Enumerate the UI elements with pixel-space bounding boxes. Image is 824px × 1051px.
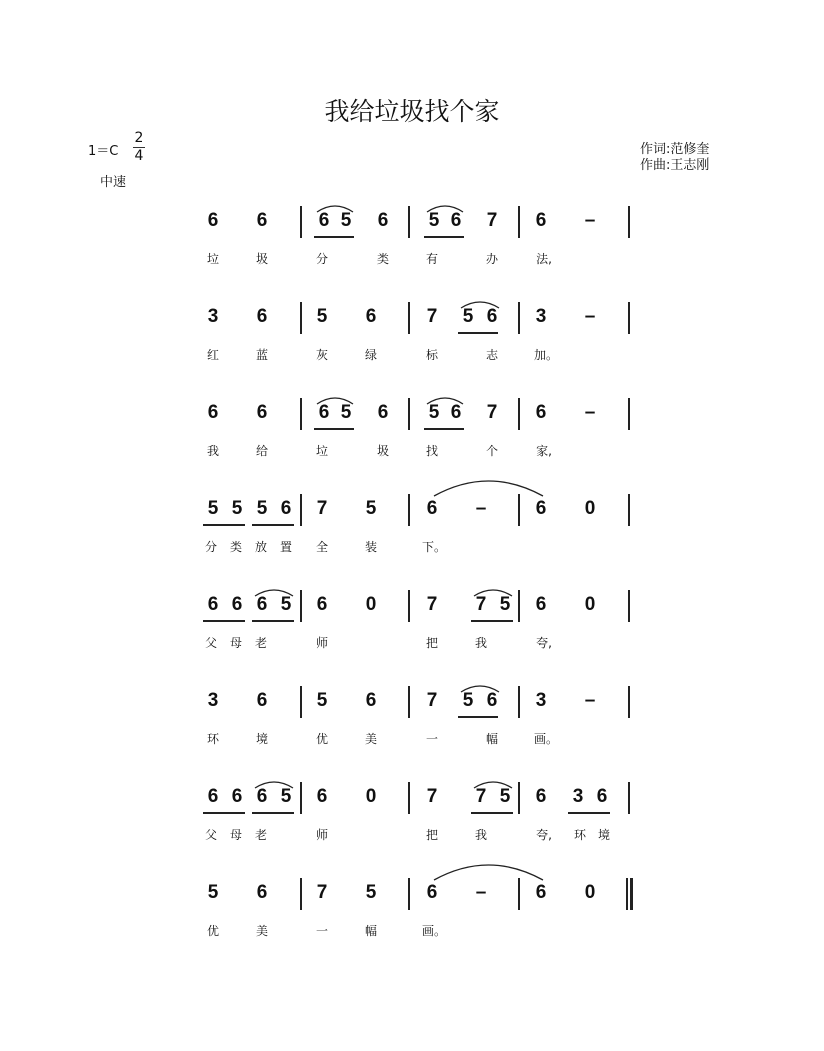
- note: 6: [280, 498, 292, 519]
- lyric-char: 红: [206, 348, 219, 362]
- note: 6: [256, 210, 268, 231]
- note: 5: [499, 594, 511, 615]
- note: 6: [256, 882, 268, 903]
- barline: [628, 206, 630, 238]
- lyric-char: 优: [206, 924, 219, 938]
- barline: [300, 398, 302, 430]
- beam-underline: [424, 236, 464, 238]
- final-barline: [630, 878, 633, 910]
- note: 0: [584, 882, 596, 903]
- lyric-char: 圾: [376, 444, 389, 458]
- composer-credit: 作曲:王志刚: [640, 158, 710, 173]
- key-signature: 1＝C: [88, 144, 119, 159]
- note: 6: [256, 402, 268, 423]
- lyric-char: 师: [315, 636, 328, 650]
- barline: [408, 302, 410, 334]
- beam-underline: [252, 812, 294, 814]
- barline: [300, 782, 302, 814]
- barline: [408, 782, 410, 814]
- song-title: 我给垃圾找个家: [324, 97, 500, 126]
- note: 5: [499, 786, 511, 807]
- lyric-char: 分: [204, 540, 217, 554]
- note: 6: [535, 498, 547, 519]
- note: 5: [428, 210, 440, 231]
- lyric-char: 美: [255, 924, 268, 938]
- tie-arc: [434, 865, 543, 880]
- lyric-char: 境: [255, 732, 268, 746]
- lyric-char: 全: [315, 540, 328, 554]
- note: 6: [426, 498, 438, 519]
- note: 6: [535, 594, 547, 615]
- beam-underline: [458, 332, 498, 334]
- barline: [518, 398, 520, 430]
- note: 6: [207, 402, 219, 423]
- lyric-char: 加。: [534, 348, 559, 362]
- lyric-char: 找: [425, 444, 438, 458]
- time-signature-top: 2: [134, 130, 144, 146]
- note: 5: [280, 594, 292, 615]
- beam-underline: [568, 812, 610, 814]
- note: 6: [256, 690, 268, 711]
- barline: [518, 494, 520, 526]
- lyric-char: 家,: [536, 444, 552, 458]
- lyric-char: 垃: [206, 252, 219, 266]
- time-signature-bottom: 4: [134, 148, 144, 164]
- note: 5: [462, 306, 474, 327]
- note: 7: [426, 306, 438, 327]
- barline: [518, 686, 520, 718]
- barline: [408, 878, 410, 910]
- note: 6: [450, 402, 462, 423]
- note: 6: [486, 306, 498, 327]
- lyric-char: 圾: [255, 252, 268, 266]
- barline: [518, 782, 520, 814]
- lyric-char: 幅: [364, 924, 377, 938]
- note: 5: [207, 882, 219, 903]
- lyric-char: 标: [425, 348, 438, 362]
- lyric-char: 环: [573, 828, 586, 842]
- note: –: [475, 498, 487, 519]
- lyric-char: 母: [229, 636, 242, 650]
- note: 5: [280, 786, 292, 807]
- barline: [408, 206, 410, 238]
- barline: [518, 302, 520, 334]
- beam-underline: [471, 812, 513, 814]
- note: –: [584, 690, 596, 711]
- barline: [628, 782, 630, 814]
- note: 7: [426, 594, 438, 615]
- note: 6: [256, 786, 268, 807]
- note: 7: [475, 594, 487, 615]
- lyric-char: 父: [204, 828, 217, 842]
- lyric-char: 垃: [315, 444, 328, 458]
- lyric-char: 有: [425, 252, 438, 266]
- note: 3: [207, 306, 219, 327]
- lyric-char: 置: [279, 540, 292, 554]
- lyric-char: 类: [229, 540, 242, 554]
- note: 0: [584, 594, 596, 615]
- barline: [628, 686, 630, 718]
- note: 3: [207, 690, 219, 711]
- lyric-char: 老: [254, 636, 267, 650]
- note: 5: [316, 690, 328, 711]
- note: 6: [231, 786, 243, 807]
- note: 6: [535, 210, 547, 231]
- barline: [626, 878, 628, 910]
- note: 6: [318, 402, 330, 423]
- note: 5: [256, 498, 268, 519]
- note: 0: [365, 786, 377, 807]
- lyric-char: 我: [474, 636, 487, 650]
- note: 7: [475, 786, 487, 807]
- note: 6: [596, 786, 608, 807]
- barline: [300, 878, 302, 910]
- beam-underline: [252, 620, 294, 622]
- lyricist-credit: 作词:范修奎: [640, 142, 710, 157]
- note: 5: [340, 402, 352, 423]
- note: 5: [231, 498, 243, 519]
- lyric-char: 我: [474, 828, 487, 842]
- note: 3: [535, 306, 547, 327]
- note: 0: [584, 498, 596, 519]
- barline: [518, 206, 520, 238]
- lyric-char: 法,: [536, 252, 552, 266]
- barline: [628, 590, 630, 622]
- lyric-char: 画。: [422, 924, 447, 938]
- note: 6: [486, 690, 498, 711]
- lyric-char: 幅: [485, 732, 498, 746]
- barline: [300, 686, 302, 718]
- lyric-char: 把: [425, 636, 438, 650]
- note: 6: [256, 306, 268, 327]
- beam-underline: [458, 716, 498, 718]
- lyric-char: 我: [206, 444, 219, 458]
- lyric-char: 师: [315, 828, 328, 842]
- note: 6: [316, 594, 328, 615]
- barline: [408, 398, 410, 430]
- lyric-char: 老: [254, 828, 267, 842]
- note: 6: [535, 786, 547, 807]
- beam-underline: [424, 428, 464, 430]
- note: 5: [428, 402, 440, 423]
- lyric-char: 绿: [364, 348, 377, 362]
- note: 7: [486, 402, 498, 423]
- note: 6: [365, 690, 377, 711]
- note: 6: [207, 594, 219, 615]
- note: 7: [316, 882, 328, 903]
- note: –: [475, 882, 487, 903]
- note: 0: [365, 594, 377, 615]
- beam-underline: [203, 620, 245, 622]
- note: 6: [450, 210, 462, 231]
- barline: [300, 590, 302, 622]
- lyric-char: 画。: [534, 732, 559, 746]
- barline: [300, 302, 302, 334]
- lyric-char: 给: [255, 444, 268, 458]
- barline: [408, 590, 410, 622]
- beam-underline: [314, 236, 354, 238]
- lyric-char: 美: [364, 732, 377, 746]
- barline: [408, 494, 410, 526]
- lyric-char: 境: [597, 828, 610, 842]
- barline: [518, 878, 520, 910]
- barline: [628, 302, 630, 334]
- barline: [628, 494, 630, 526]
- beam-underline: [471, 620, 513, 622]
- note: 5: [365, 498, 377, 519]
- lyric-char: 个: [485, 444, 498, 458]
- barline: [300, 206, 302, 238]
- lyric-char: 一: [315, 924, 328, 938]
- tie-arc: [434, 481, 543, 496]
- lyric-char: 环: [206, 732, 219, 746]
- note: 5: [340, 210, 352, 231]
- note: –: [584, 402, 596, 423]
- note: 6: [365, 306, 377, 327]
- barline: [300, 494, 302, 526]
- lyric-char: 优: [315, 732, 328, 746]
- note: 6: [377, 402, 389, 423]
- lyric-char: 母: [229, 828, 242, 842]
- lyric-char: 办: [485, 252, 498, 266]
- lyric-char: 夸,: [536, 828, 552, 842]
- note: 7: [316, 498, 328, 519]
- note: 3: [572, 786, 584, 807]
- barline: [408, 686, 410, 718]
- note: 3: [535, 690, 547, 711]
- note: 6: [377, 210, 389, 231]
- barline: [628, 398, 630, 430]
- beam-underline: [252, 524, 294, 526]
- note: 7: [426, 690, 438, 711]
- note: 6: [426, 882, 438, 903]
- note: 6: [535, 882, 547, 903]
- lyric-char: 夸,: [536, 636, 552, 650]
- note: 5: [462, 690, 474, 711]
- note: 5: [365, 882, 377, 903]
- tempo-marking: 中速: [100, 175, 127, 190]
- note: –: [584, 306, 596, 327]
- note: 6: [207, 210, 219, 231]
- note: 5: [316, 306, 328, 327]
- beam-underline: [203, 812, 245, 814]
- lyric-char: 父: [204, 636, 217, 650]
- lyric-char: 一: [425, 732, 438, 746]
- beam-underline: [314, 428, 354, 430]
- barline: [518, 590, 520, 622]
- lyric-char: 放: [254, 540, 267, 554]
- lyric-char: 把: [425, 828, 438, 842]
- lyric-char: 分: [315, 252, 328, 266]
- lyric-char: 下。: [422, 540, 447, 554]
- note: 7: [486, 210, 498, 231]
- note: 6: [318, 210, 330, 231]
- note: 6: [535, 402, 547, 423]
- note: 6: [316, 786, 328, 807]
- lyric-char: 志: [485, 348, 498, 362]
- note: 6: [231, 594, 243, 615]
- note: –: [584, 210, 596, 231]
- lyric-char: 类: [376, 252, 389, 266]
- note: 6: [207, 786, 219, 807]
- lyric-char: 蓝: [255, 348, 268, 362]
- lyric-char: 灰: [315, 348, 328, 362]
- note: 6: [256, 594, 268, 615]
- lyric-char: 装: [364, 540, 377, 554]
- beam-underline: [203, 524, 245, 526]
- note: 5: [207, 498, 219, 519]
- note: 7: [426, 786, 438, 807]
